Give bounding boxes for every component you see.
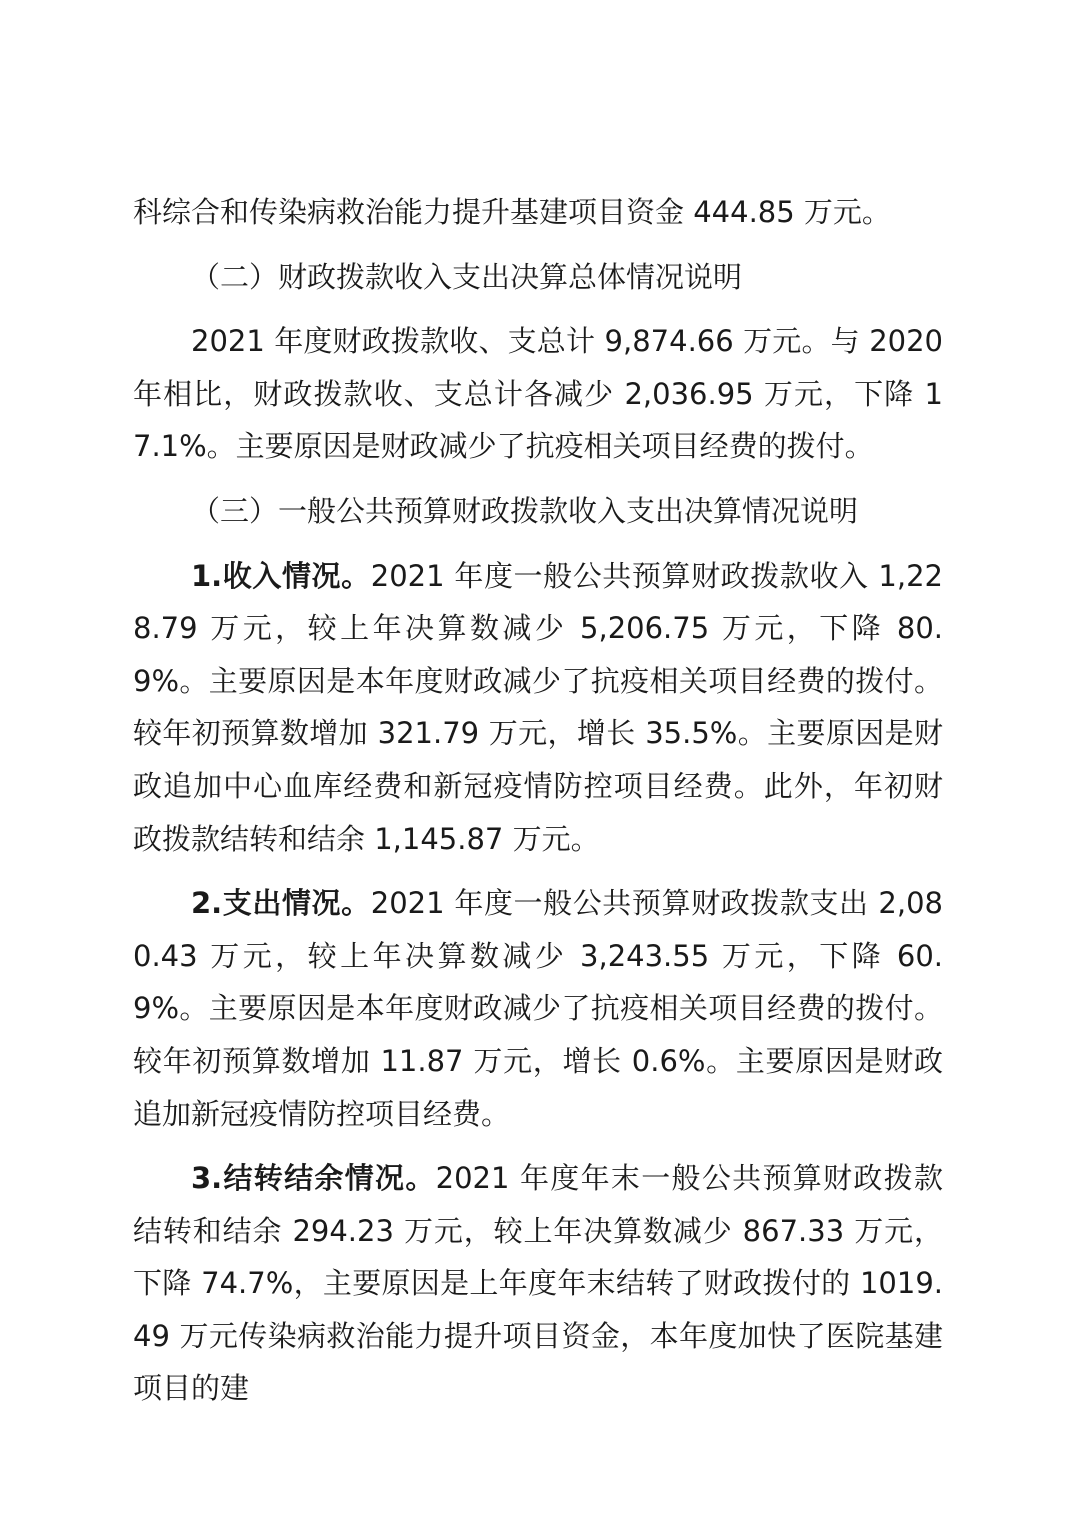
paragraph-expenditure: [133, 877, 943, 1140]
section-heading-2: [133, 251, 943, 304]
paragraph-carryover: [133, 1152, 943, 1415]
heading-text: （三）一般公共预算财政拨款收入支出决算情况说明: [191, 493, 859, 528]
paragraph-lead: 3.结转结余情况。: [191, 1161, 436, 1196]
paragraph-fiscal-total: [133, 315, 943, 473]
paragraph-text: 2021 年度一般公共预算财政拨款收入 1,228.79 万元，较上年决算数减少 5,206.75 万元，下降 80.9%。主要原因是本年度财政减少了抗疫相关项目经费的拨付。较年初预算数增加 321.79 万元，增长 35.5%。主要原因是财政追加中心血库经费和新冠疫情防控项目经费。此外，年初财政拨款结转和结余 1,145.87 万元。: [133, 558, 944, 856]
document-body: [133, 186, 943, 1415]
section-heading-3: [133, 485, 943, 538]
paragraph-text: 2021 年度财政拨款收、支总计 9,874.66 万元。与 2020 年相比，财政拨款收、支总计各减少 2,036.95 万元，下降 17.1%。主要原因是财政减少了抗疫相关项目经费的拨付。: [133, 324, 943, 464]
paragraph-lead: 1.收入情况。: [191, 558, 371, 593]
paragraph-lead: 2.支出情况。: [191, 886, 371, 921]
paragraph-income: [133, 550, 943, 866]
heading-text: （二）财政拨款收入支出决算总体情况说明: [191, 259, 743, 294]
paragraph-continued: [133, 186, 943, 239]
paragraph-text: 2021 年度一般公共预算财政拨款支出 2,080.43 万元，较上年决算数减少 3,243.55 万元，下降 60.9%。主要原因是本年度财政减少了抗疫相关项目经费的拨付。较年初预算数增加 11.87 万元，增长 0.6%。主要原因是财政追加新冠疫情防控项目经费。: [133, 886, 944, 1131]
paragraph-text: 2021 年度年末一般公共预算财政拨款结转和结余 294.23 万元，较上年决算数减少 867.33 万元，下降 74.7%，主要原因是上年度年末结转了财政拨付的 1019.49 万元传染病救治能力提升项目资金，本年度加快了医院基建项目的建: [133, 1161, 943, 1406]
paragraph-text: 科综合和传染病救治能力提升基建项目资金 444.85 万元。: [133, 195, 891, 229]
